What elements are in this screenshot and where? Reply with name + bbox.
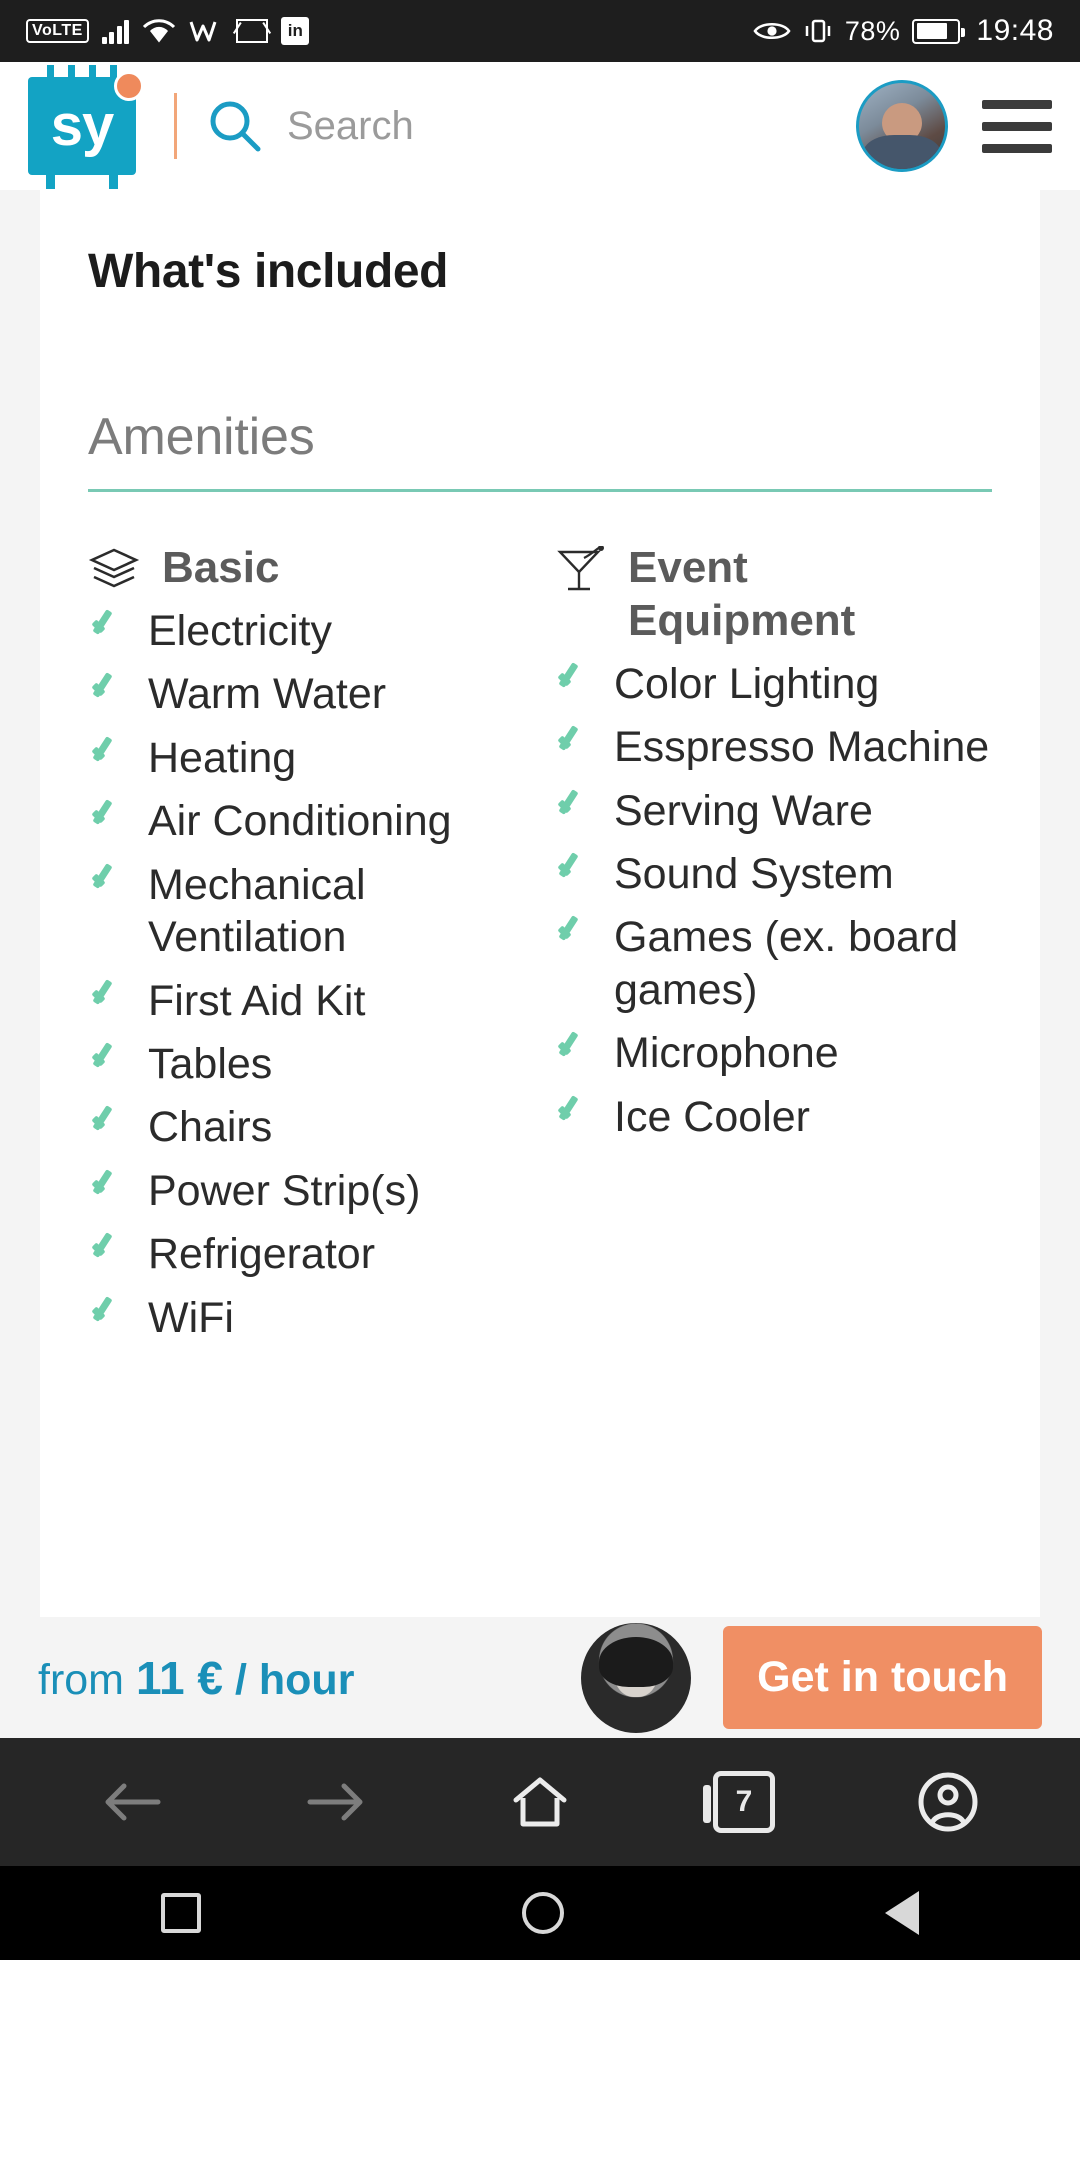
amenity-label: Mechanical Ventilation [148,860,366,962]
group-header [554,542,992,648]
status-bar-right [753,14,1054,48]
amenity-label: Air Conditioning [148,797,452,846]
price-bar [0,1617,1080,1738]
list-item [88,668,540,720]
battery-icon [912,19,960,44]
amenity-label: Ice Cooler [614,1092,810,1141]
amenity-label: Sound System [614,849,894,898]
amenity-label: Tables [148,1039,273,1088]
check-icon [554,785,592,829]
recents-square-icon[interactable] [161,1893,201,1933]
amenity-group-basic [88,542,540,1355]
check-icon [554,1091,592,1135]
amenity-label: Heating [148,733,297,782]
amenity-label: Chairs [148,1103,273,1152]
search-bar[interactable] [207,98,856,154]
amenity-label: Serving Ware [614,786,873,835]
list-item [88,605,540,657]
hamburger-menu-icon[interactable] [982,100,1052,153]
amenity-label: Warm Water [148,670,387,719]
list-item [88,1228,540,1280]
amenity-list-basic [88,605,540,1344]
amenity-label: Microphone [614,1029,839,1078]
host-avatar[interactable] [581,1623,691,1733]
avatar[interactable] [856,80,948,172]
group-header [88,542,540,595]
search-input[interactable] [287,104,707,149]
list-item [88,1165,540,1217]
check-icon [88,605,126,649]
search-icon[interactable] [207,98,263,154]
list-item [88,975,540,1027]
home-circle-icon[interactable] [522,1892,564,1934]
check-icon [88,795,126,839]
clock: 19:48 [976,14,1054,47]
amenities-heading: Amenities [88,408,315,466]
mail-icon [236,19,268,43]
amenity-label: Esspresso Machine [614,723,990,772]
check-icon [88,975,126,1019]
check-icon [554,911,592,955]
price-unit: / hour [235,1655,355,1704]
price-block [38,1651,354,1705]
heading-rule [88,489,992,492]
check-icon [554,1027,592,1071]
tab-count-label[interactable]: 7 [713,1771,775,1833]
amenity-list-event [554,658,992,1144]
amenities-columns [88,542,992,1355]
group-title: Event Equipment [628,543,856,645]
system-nav-bar [0,1866,1080,1960]
signal-bars-icon [102,18,130,44]
check-icon [88,1292,126,1336]
linkedin-icon: in [281,17,309,45]
amenity-label: Games (ex. board games) [614,913,959,1014]
eye-icon [753,19,791,43]
get-in-touch-button[interactable]: Get in touch [723,1626,1042,1729]
list-item [88,1101,540,1153]
back-arrow-icon[interactable] [87,1757,177,1847]
list-item [554,658,992,710]
list-item [554,911,992,1016]
amenity-label: First Aid Kit [148,976,366,1025]
check-icon [88,1038,126,1082]
list-item [88,1038,540,1090]
tab-count-icon[interactable] [699,1757,789,1847]
check-icon [88,1165,126,1209]
volte-icon: VoLTE [26,19,89,43]
list-item [554,721,992,773]
list-item [88,1292,540,1344]
logo-badge-icon [114,71,144,101]
list-item [554,1091,992,1143]
wifi-icon [142,18,176,44]
account-icon[interactable] [903,1757,993,1847]
amenity-label: Power Strip(s) [148,1166,421,1215]
check-icon [88,732,126,776]
whatsapp-icon [189,18,223,44]
check-icon [88,1228,126,1272]
home-icon[interactable] [495,1757,585,1847]
check-icon [88,668,126,712]
list-item [88,859,540,964]
battery-percent: 78% [844,15,901,46]
header-divider [174,93,177,159]
list-item [554,848,992,900]
layers-icon [88,546,140,592]
list-item [554,785,992,837]
logo-text: sy [50,93,114,158]
amenity-label: Electricity [148,606,332,655]
price-from-label: from [38,1655,124,1704]
included-card [40,190,1040,1617]
check-icon [554,848,592,892]
back-triangle-icon[interactable] [885,1891,919,1935]
list-item [88,795,540,847]
list-item [88,732,540,784]
amenity-label: WiFi [148,1293,234,1342]
amenity-label: Color Lighting [614,659,880,708]
app-header [0,62,1080,190]
check-icon [88,859,126,903]
status-bar [0,0,1080,62]
page-body [0,190,1080,1738]
price-amount: 11 € [136,1651,223,1704]
page-title: What's included [88,245,449,298]
list-item [554,1027,992,1079]
check-icon [88,1101,126,1145]
status-bar-left [26,17,309,45]
cocktail-icon [554,546,606,594]
group-title: Basic [162,543,280,592]
browser-nav-bar [0,1738,1080,1866]
check-icon [554,658,592,702]
amenity-label: Refrigerator [148,1230,376,1279]
amenity-group-event-equipment [540,542,992,1355]
vibrate-icon [803,18,833,44]
site-logo[interactable] [28,77,136,175]
forward-arrow-icon[interactable] [291,1757,381,1847]
check-icon [554,721,592,765]
